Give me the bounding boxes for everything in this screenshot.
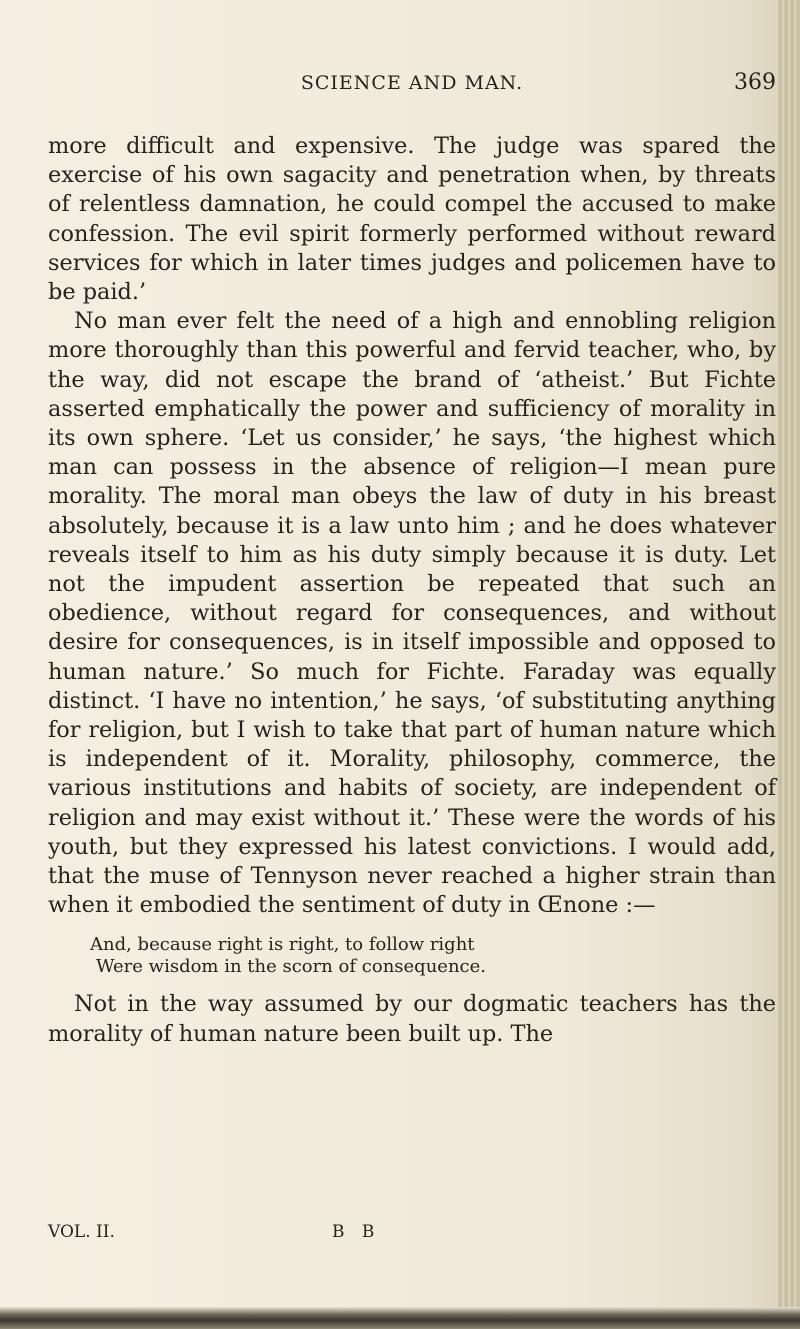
verse-line-2: Were wisdom in the scorn of consequence. — [96, 956, 486, 978]
paragraph-final: Not in the way assumed by our dogmatic teachers has the morality of human nature been built up. The — [48, 991, 776, 1047]
page-footer — [48, 1222, 776, 1248]
page-number: 369 — [734, 70, 776, 95]
page-header — [48, 68, 776, 104]
page-edge-bottom — [0, 1307, 800, 1329]
paragraph-fichte-faraday: No man ever felt the need of a high and ennobling religion more thoroughly than this powerful and fervid teacher, who, by the way, did not escape the brand of ‘atheist.’ But Fichte asserted emphatically the power and sufficiency of morality in its own sphere. ‘Let us consider,’ he says, ‘the highest which man can possess in the absence of religion—I mean pure morality. The moral man obeys the law of duty in his breast absolutely, because it is a law unto him ; and he does whatever reveals itself to him as his duty simply because it is duty. Let not the impudent assertion be repeated that such an obedience, without regard for consequences, and without desire for consequences, is in itself impossible and opposed to human nature.’ So much for Fichte. Faraday was equally distinct. ‘I have no intention,’ he says, ‘of substituting anything for religion, but I wish to take that part of human nature which is independent of it. Morality, philosophy, commerce, the various institutions and habits of society, are independent of religion and may exist without it.’ These were the words of his youth, but they expressed his latest convictions. I would add, that the muse of Tennyson never reached a higher strain than when it embodied the sentiment of duty in Œnone :— — [48, 308, 776, 919]
verse-quotation — [90, 934, 776, 978]
page-edge-right — [778, 0, 800, 1329]
paragraph-continued: more difficult and expensive. The judge was spared the exercise of his own sagacity and penetration when, by threats of relentless damnation, he could compel the accused to make confession. The evil spirit formerly performed without reward services for which in later times judges and policemen have to be paid.’ — [48, 133, 776, 306]
verse-line-1: And, because right is right, to follow right — [90, 934, 475, 956]
signature-mark: B B — [332, 1222, 381, 1242]
body-text — [48, 132, 776, 1049]
volume-mark: VOL. II. — [48, 1222, 115, 1242]
running-head: SCIENCE AND MAN. — [300, 72, 524, 94]
